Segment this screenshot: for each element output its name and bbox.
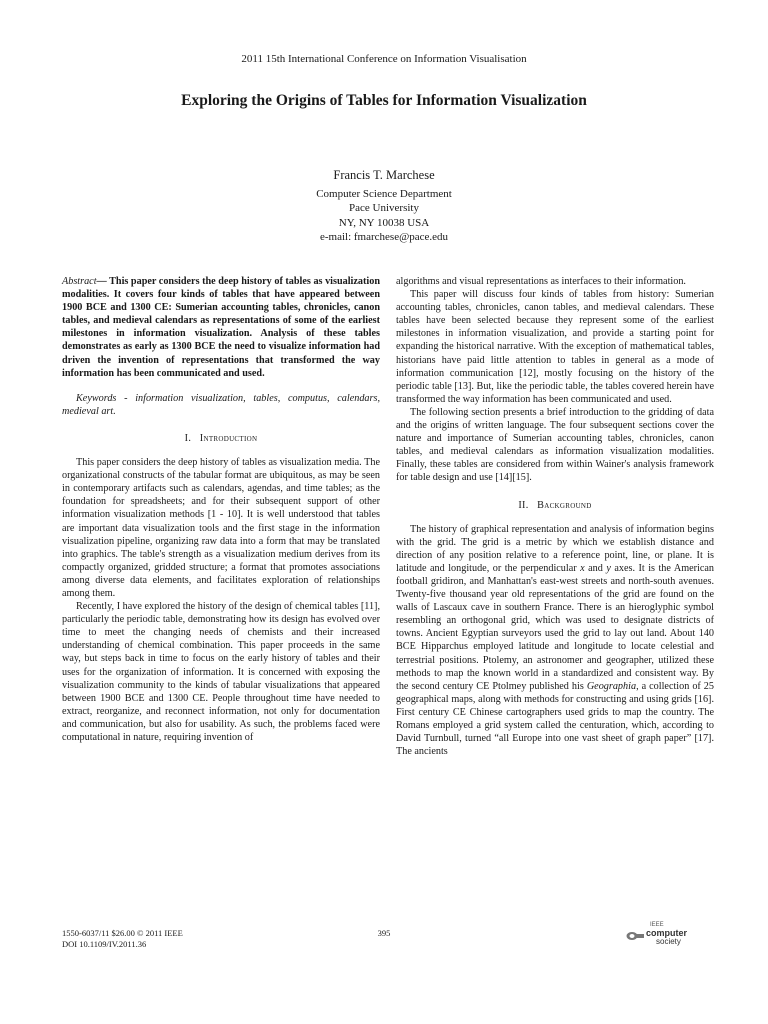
text-run-italic: x <box>580 562 585 574</box>
body-paragraph: algorithms and visual representations as interfaces to their information. <box>396 276 686 287</box>
computer-society-logo <box>626 922 706 948</box>
text-run-italic: Geographia <box>586 680 637 692</box>
text-run: , a collection of 25 geographical maps, along with methods for constructing and using grids [16]. First century CE Chinese cartographers used grids to map the country. The Romans employed a grid system called the centuration, which, according to David Turnbull, turned “all Europe into one vast sheet of graph paper” [17]. The ancients <box>396 680 714 758</box>
logo-computer-text: computer <box>646 928 688 938</box>
conference-header: 2011 15th International Conference on Information Visualisation <box>241 53 527 65</box>
keywords: Keywords - information visualization, tables, computus, calendars, medieval art. <box>62 392 380 417</box>
footer-doi: DOI 10.1109/IV.2011.36 <box>62 939 147 949</box>
page-number: 395 <box>377 928 391 938</box>
abstract-dash: — <box>96 276 110 287</box>
abstract-text: This paper considers the deep history of tables as visualization modalities. It covers four kinds of tables that have appeared between 1900 BCE and 1300 CE: Sumerian accounting tables, chronicles, canon tables, and medieval calendars as representations of some of the earliest milestones in information visualization. Analysis of these tables demonstrates as early as 1300 BCE the need to visualize information had driven the invention of representations that transformed the way information has been communicated and used. <box>62 276 380 379</box>
section-heading-background <box>396 499 714 512</box>
author-university: Pace University <box>349 202 419 214</box>
author-email: e-mail: fmarchese@pace.edu <box>319 231 448 243</box>
section-number: I. <box>184 432 192 444</box>
author-name: Francis T. Marchese <box>333 168 435 182</box>
left-column <box>62 275 380 744</box>
text-run: The history of graphical representation and analysis of information begins with the grid. The grid is a metric by which we establish distance and direction of any position relative to a reference point, line, or plane. It is latitude and longitude, or the perpendicular <box>396 523 714 574</box>
section-number: II. <box>518 499 529 511</box>
abstract <box>62 275 380 380</box>
logo-society-text: society <box>656 937 681 946</box>
abstract-label: Abstract <box>62 276 97 287</box>
logo-ieee-text: IEEE <box>650 922 664 928</box>
intro-paragraph: Recently, I have explored the history of the design of chemical tables [11], particularly the periodic table, demonstrating how its design has evolved over time to meet the changing needs of chemists and their increased understanding of chemical combination. This paper proceeds in the same way, but steps back in time to focus on the early history of tables and their uses for the organization of information. It is concerned with exposing the visualization community to the kinds of tabular visualizations that appeared between 1900 BCE and 1300 CE. People throughout time have needed to extract, reorganize, and reconnect information, not only for documentation and communication, but also for usability. As such, the problems faced were computational in nature, requiring invention of <box>62 601 380 743</box>
author-department: Computer Science Department <box>316 187 452 200</box>
section-title: Background <box>537 499 592 511</box>
computer-society-logo-icon <box>626 931 644 941</box>
background-paragraph <box>396 523 714 759</box>
intro-paragraph: This paper considers the deep history of tables as visualization media. The organizational constructs of the tabular format are ubiquitous, as may be seen in contemporary artifacts such as calendars, agendas, and time tables; as the foundation for spreadsheets; and for their subsequent support of other information visualization methods [1 - 10]. It is well understood that tables are important data visualization tools and the first stage in the information visualization pipeline, organizing raw data into a form that may be translated into graphics. The table's strength as a visualization medium derives from its compactly organized, gridded structure; a format that promotes associations among diverse data elements, and facilitates exploration of relationships among them. <box>62 457 380 599</box>
right-column <box>396 275 714 758</box>
text-run: axes. It is the American football gridiron, and Manhattan's east-west streets and north-south avenues. Twenty-five thousand year old representations of the grid are found on the walls of Lascaux cave in southern France. There is an hieroglyphic symbol resembling an orthogonal grid, which was used to designate districts of towns. Ancient Egyptian surveyors used the grid to lay out land. About 140 BCE Hipparchus employed latitude and longitude to locate celestial and terrestrial positions. Ptolemy, an astronomer and geographer, utilized these methods to map the known world in a standardized and consistent way. By the second century CE Ptolmey published his <box>396 562 714 692</box>
text-run-italic: y <box>606 562 611 574</box>
author-location: NY, NY 10038 USA <box>338 216 430 229</box>
paper-title: Exploring the Origins of Tables for Information Visualization <box>181 92 587 109</box>
section-title: Introduction <box>199 432 258 444</box>
body-paragraph: This paper will discuss four kinds of tables from history: Sumerian accounting tables, chronicles, canon tables, and medieval calendars. These tables have been selected because they represent some of the earliest milestones in information visualization, and provide a starting point for expanding the historical narrative. With the exception of mathematical tables, historians have paid little attention to tables in general as a mode of information communication [12], mostly focusing on the history of the periodic table [13]. But, like the periodic table, the tables covered herein have transformed the way information has been communicated and used. <box>396 289 714 405</box>
author-block <box>0 168 768 245</box>
text-run: and <box>584 562 607 574</box>
section-heading-introduction <box>62 432 380 445</box>
body-paragraph: The following section presents a brief introduction to the gridding of data and the origins of written language. The four subsequent sections cover the nature and importance of Sumerian accounting tables, chronicles, canon tables, and medieval calendars as information visualization modalities. Finally, these tables are considered from within Wainer's analysis framework for table design and use [14][15]. <box>396 406 714 484</box>
footer-issn: 1550-6037/11 $26.00 © 2011 IEEE <box>62 928 183 938</box>
